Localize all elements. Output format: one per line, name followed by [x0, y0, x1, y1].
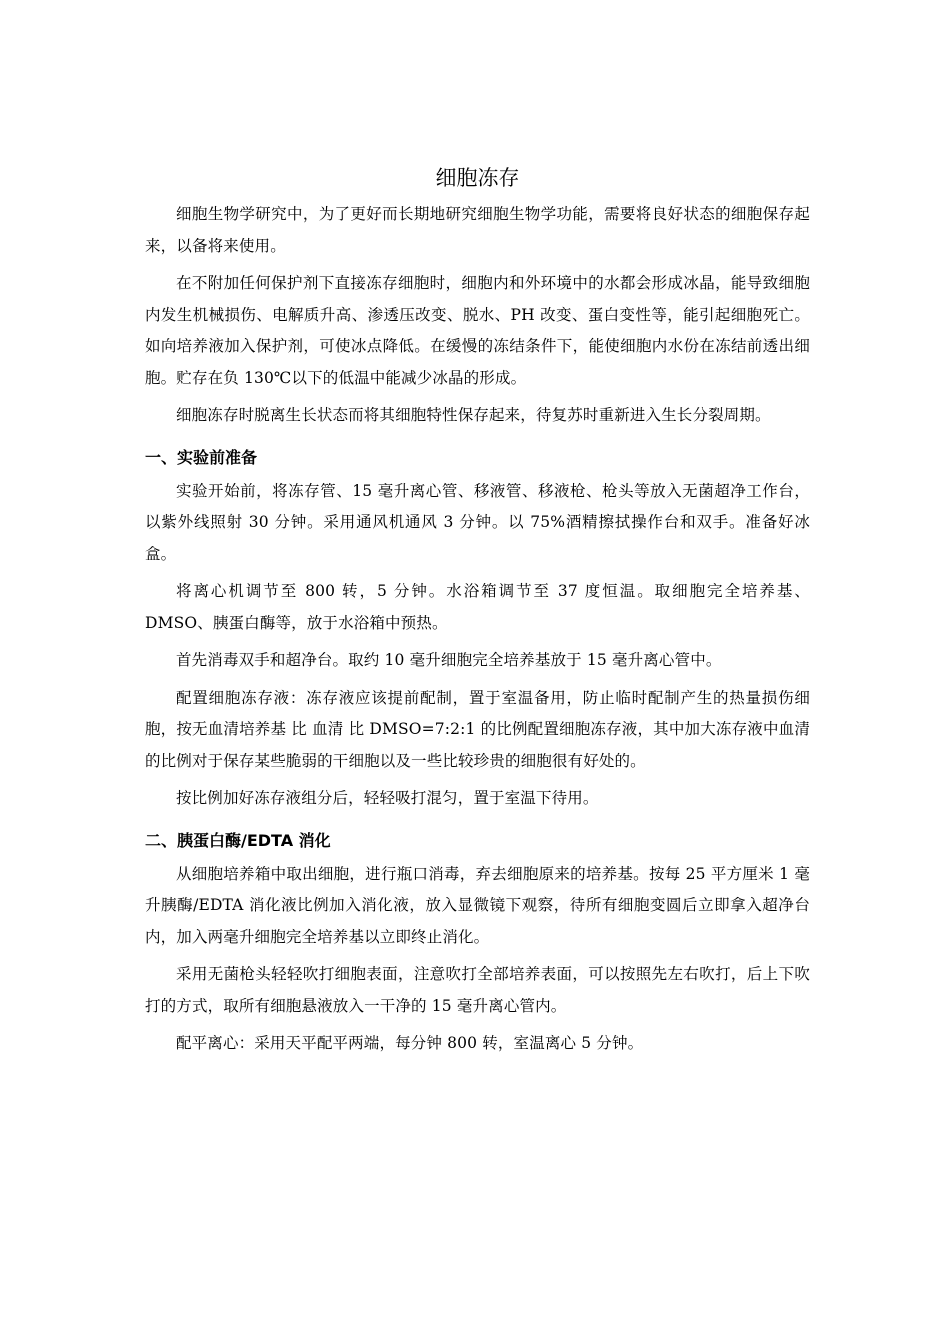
section-heading-digestion: 二、胰蛋白酶/EDTA 消化 — [145, 830, 331, 850]
preparation-paragraph-4: 配置细胞冻存液：冻存液应该提前配制，置于室温备用，防止临时配制产生的热量损伤细胞，按无血清培养基 比 血清 比 DMSO=7:2:1 的比例配置细胞冻存液，其中加大冻存液中血清的比例对于保存某些脆弱的干细胞以及一些比较珍贵的细胞很有好处的。 — [145, 688, 810, 770]
intro-paragraph-3: 细胞冻存时脱离生长状态而将其细胞特性保存起来，待复苏时重新进入生长分裂周期。 — [176, 406, 771, 424]
intro-paragraph-2: 在不附加任何保护剂下直接冻存细胞时，细胞内和外环境中的水都会形成冰晶，能导致细胞内发生机械损伤、电解质升高、渗透压改变、脱水、PH 改变、蛋白变性等，能引起细胞死亡。如向培养液加入保护剂，可使冰点降低。在缓慢的冻结条件下，能使细胞内水份在冻结前透出细胞。贮存在负 130℃以下的低温中能减少冰晶的形成。 — [145, 274, 810, 387]
section-heading-preparation: 一、实验前准备 — [145, 447, 258, 467]
digestion-paragraph-3: 配平离心：采用天平配平两端，每分钟 800 转，室温离心 5 分钟。 — [176, 1034, 644, 1052]
preparation-paragraph-2: 将离心机调节至 800 转，5 分钟。水浴箱调节至 37 度恒温。取细胞完全培养基、DMSO、胰蛋白酶等，放于水浴箱中预热。 — [145, 582, 810, 632]
digestion-paragraph-2: 采用无菌枪头轻轻吹打细胞表面，注意吹打全部培养表面，可以按照先左右吹打，后上下吹打的方式，取所有细胞悬液放入一干净的 15 毫升离心管内。 — [145, 965, 810, 1015]
section-digestion — [145, 825, 810, 1060]
intro-paragraph-1: 细胞生物学研究中，为了更好而长期地研究细胞生物学功能，需要将良好状态的细胞保存起来，以备将来使用。 — [145, 205, 810, 255]
preparation-paragraph-5: 按比例加好冻存液组分后，轻轻吸打混匀，置于室温下待用。 — [176, 789, 599, 807]
section-preparation — [145, 442, 810, 815]
document-page — [145, 158, 810, 1066]
preparation-paragraph-3: 首先消毒双手和超净台。取约 10 毫升细胞完全培养基放于 15 毫升离心管中。 — [176, 651, 722, 669]
intro-section — [145, 199, 810, 432]
digestion-paragraph-1: 从细胞培养箱中取出细胞，进行瓶口消毒，弃去细胞原来的培养基。按每 25 平方厘米 1 毫升胰酶/EDTA 消化液比例加入消化液，放入显微镜下观察，待所有细胞变圆后立即拿入超净台内，加入两毫升细胞完全培养基以立即终止消化。 — [145, 864, 810, 946]
preparation-paragraph-1: 实验开始前，将冻存管、15 毫升离心管、移液管、移液枪、枪头等放入无菌超净工作台，以紫外线照射 30 分钟。采用通风机通风 3 分钟。以 75%酒精擦拭操作台和双手。准备好冰盒。 — [145, 481, 810, 563]
document-title: 细胞冻存 — [435, 166, 520, 190]
